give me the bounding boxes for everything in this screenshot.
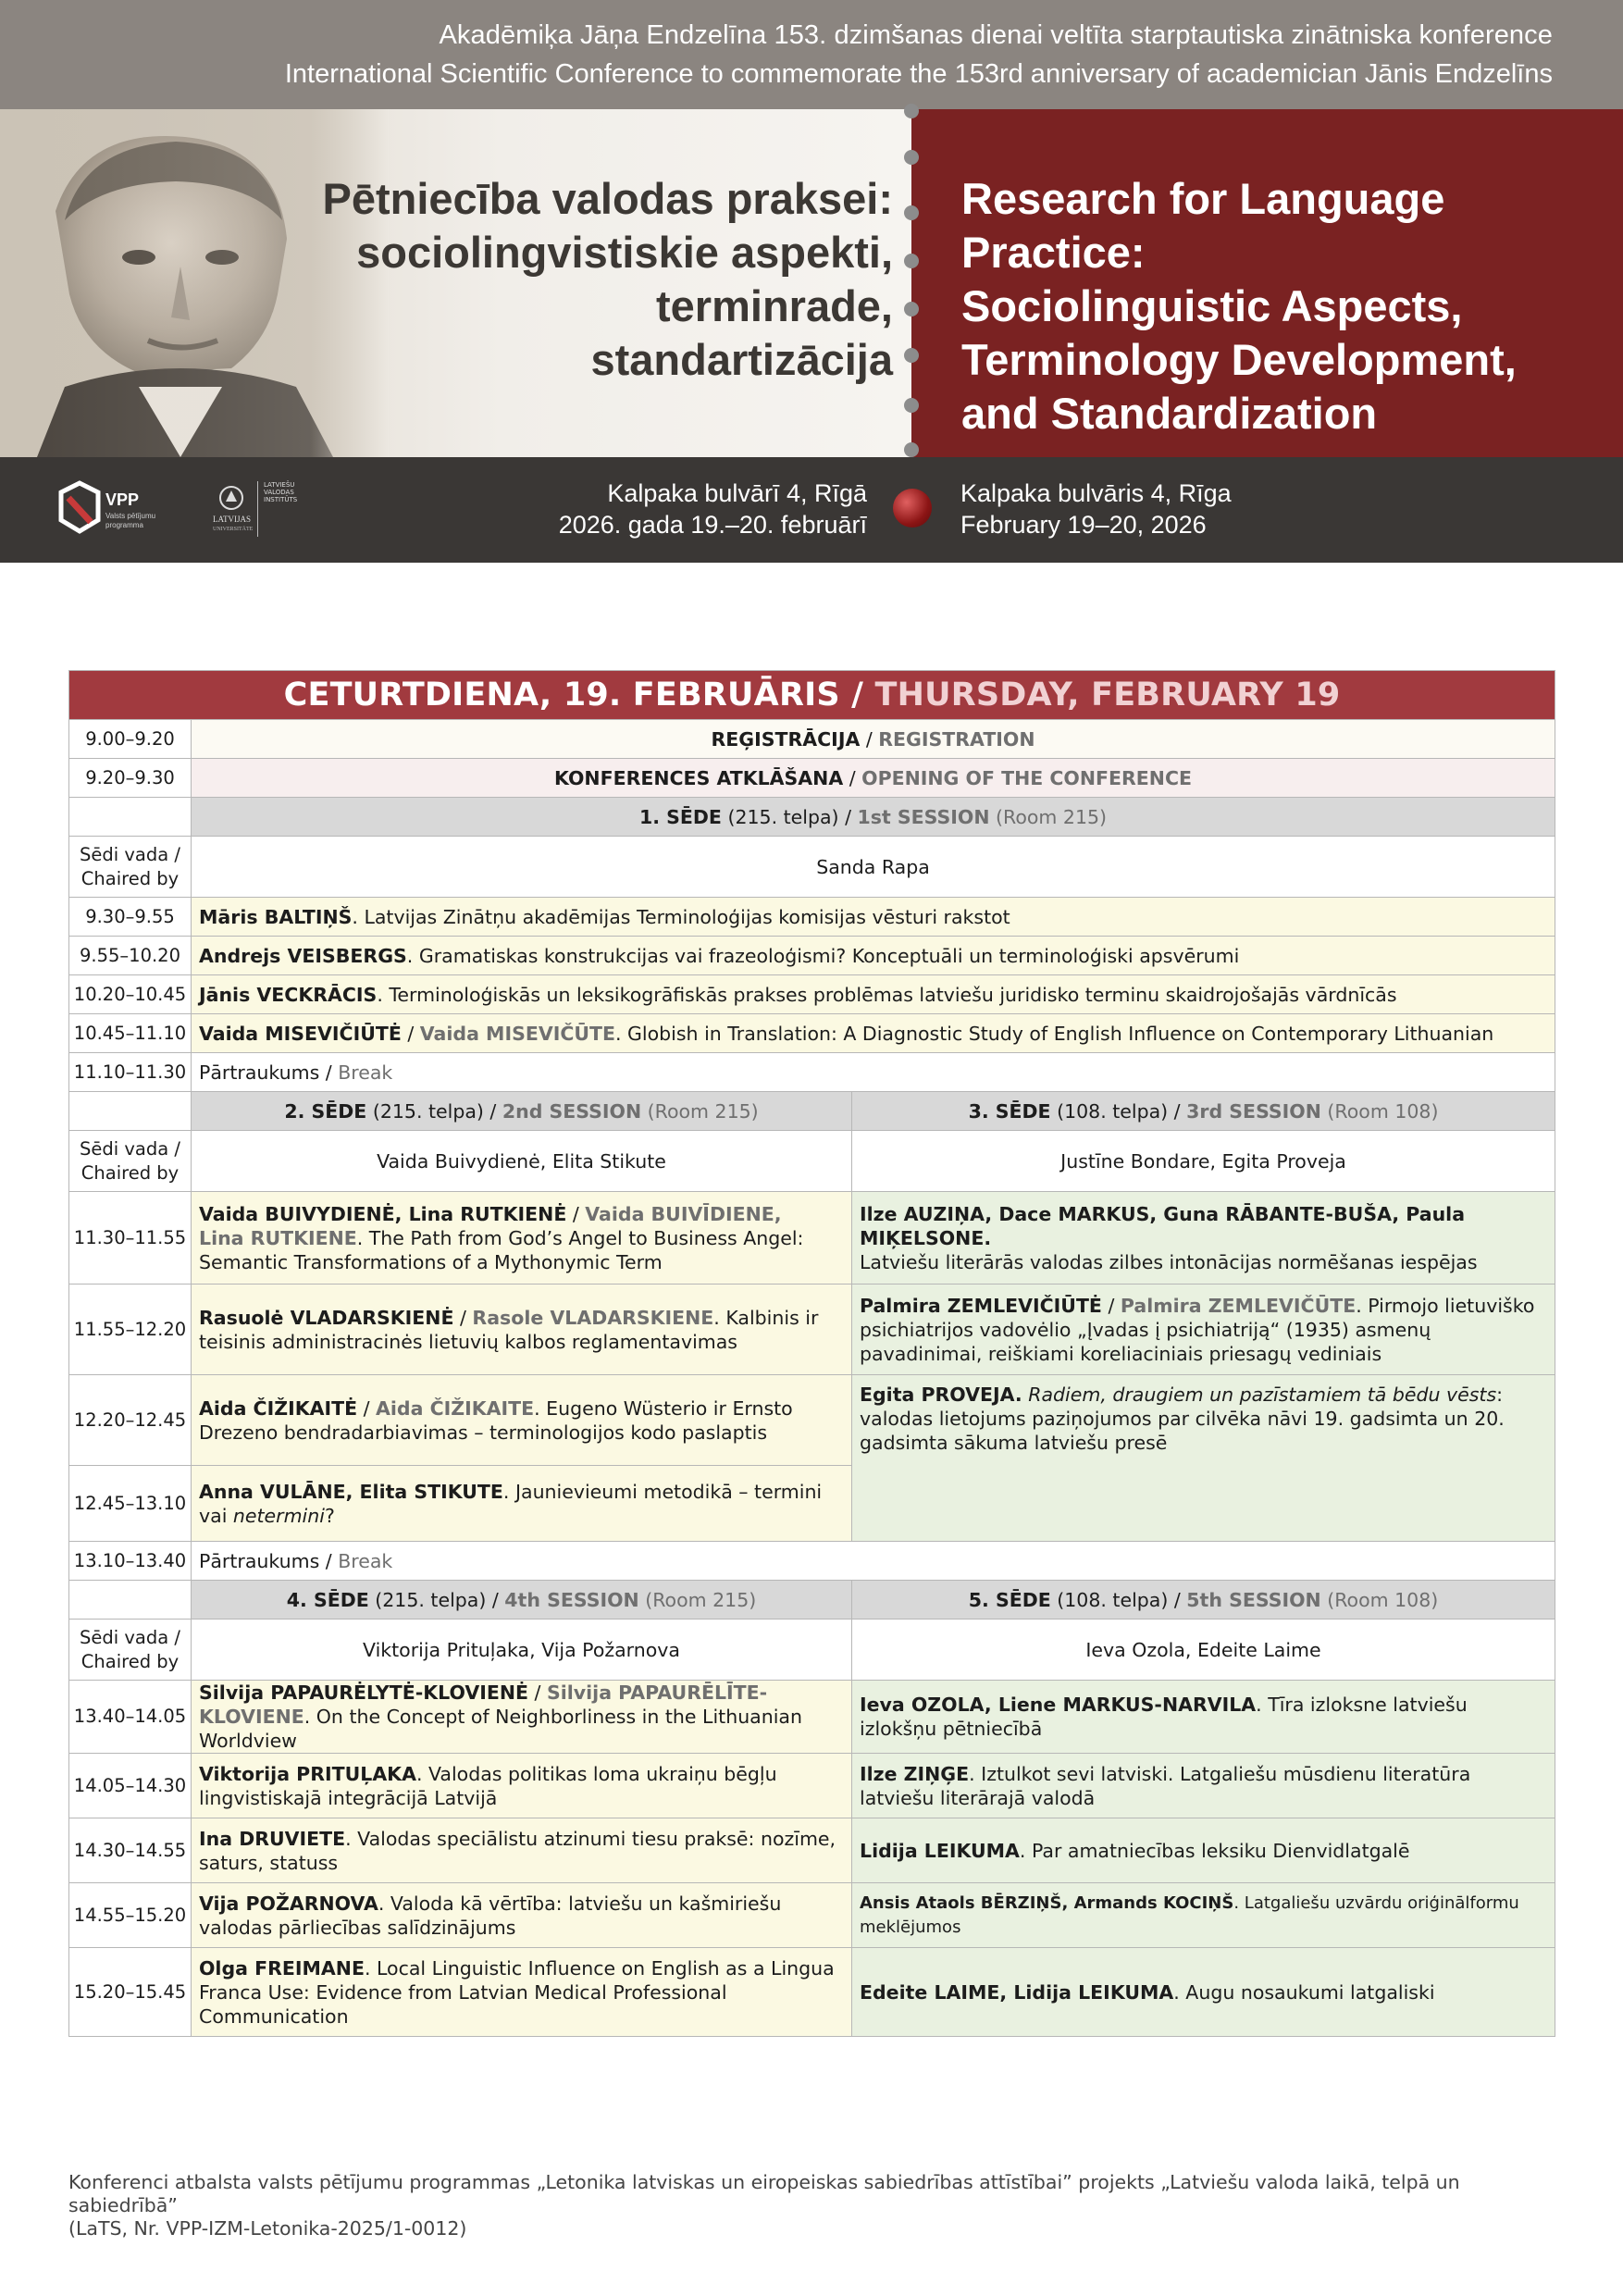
break-lv: Pārtraukums — [199, 1549, 320, 1572]
talk-cell — [192, 1948, 852, 2037]
talk-title: . Augu nosaukumi latgaliski — [1173, 1980, 1435, 2004]
talk-author-alt: Lina RUTKIENE — [199, 1226, 357, 1249]
talk-cell — [192, 1375, 852, 1466]
talk-title: . Latvijas Zinātņu akadēmijas Terminoloģijas komisijas vēsturi rakstot — [352, 905, 1010, 928]
footer-line: (LaTS, Nr. VPP-IZM-Letonika-2025/1-0012) — [68, 2217, 467, 2240]
session-room-lv: (215. telpa) — [372, 1099, 484, 1123]
talk-author-alt: Rasole VLADARSKIENE — [472, 1306, 714, 1329]
talk-cell — [852, 1754, 1555, 1818]
time-cell: 15.20–15.45 — [69, 1948, 192, 2037]
sep: / — [528, 1682, 547, 1704]
talk-title: . Jaunievieumi metodikā – termini vai — [199, 1480, 823, 1527]
break-cell — [192, 1542, 1555, 1581]
session5-header — [852, 1581, 1555, 1620]
talk-title: . Valoda kā vērtība: latviešu un kašmiriešu valodas pārliecības salīdzinājums — [199, 1892, 782, 1939]
talk-cell — [192, 1681, 852, 1754]
hero-left-panel — [0, 109, 911, 457]
talk-title: . Valodas speciālistu atzinumi tiesu praksē: nozīme, saturs, statuss — [199, 1827, 836, 1874]
venue-bar — [0, 457, 1623, 563]
time-cell: 12.45–13.10 — [69, 1466, 192, 1542]
talk-row — [69, 975, 1555, 1014]
opening-cell — [192, 759, 1555, 798]
talk-title: . Iztulkot sevi latviski. Latgaliešu mūsdienu literatūra latviešu literārajā valodā — [860, 1762, 1471, 1809]
chair-row — [69, 1131, 1555, 1192]
time-cell: 10.20–10.45 — [69, 975, 192, 1014]
talk-title: Latviešu literārās valodas zilbes intonācijas normēšanas iespējas — [860, 1250, 1478, 1273]
talk-author-alt: Vaida BUIVĪDIENE, — [585, 1202, 782, 1225]
talk-title: . Local Linguistic Influence on English as a Lingua Franca Use: Evidence from Latvian Medical Professional Communication — [199, 1956, 835, 2028]
chair-label-en: Chaired by — [81, 867, 180, 889]
talk-title-end: ? — [324, 1504, 335, 1527]
talk-cell — [852, 1285, 1555, 1375]
venue-address-en: Kalpaka bulvāris 4, Rīga — [960, 479, 1232, 507]
title-en-line: Research for Language Practice: — [961, 174, 1445, 277]
talk-cell — [852, 1192, 1555, 1285]
talk-author: Māris BALTIŅŠ — [199, 905, 353, 928]
talk-author: Vaida BUIVYDIENĖ, Lina RUTKIENĖ — [199, 1202, 567, 1225]
opening-row — [69, 759, 1555, 798]
session-en: 5th SESSION — [1186, 1588, 1321, 1611]
time-cell: 9.55–10.20 — [69, 937, 192, 975]
sep: / — [486, 1588, 505, 1611]
talk-cell — [192, 937, 1555, 975]
lu-logo-sub: UNIVERSITĀTE — [213, 527, 254, 532]
sep: / — [1168, 1588, 1187, 1611]
time-cell: 9.00–9.20 — [69, 720, 192, 759]
talk-author: Viktorija PRITUĻAKA — [199, 1762, 416, 1785]
day-header-row — [69, 671, 1555, 720]
sep: / — [319, 1549, 339, 1572]
break-en: Break — [338, 1061, 393, 1084]
session-en: 2nd SESSION — [502, 1099, 642, 1123]
opening-lv: KONFERENCES ATKLĀŠANA — [554, 766, 844, 789]
talk-cell — [852, 1948, 1555, 2037]
registration-cell — [192, 720, 1555, 759]
time-cell: 10.45–11.10 — [69, 1014, 192, 1053]
chair-label-lv: Sēdi vada / — [80, 1626, 180, 1648]
talk-cell — [192, 1285, 852, 1375]
venue-lv — [559, 478, 867, 540]
talk-author-alt: Silvija PAPAURĒLĪTE-KLOVIENE — [199, 1682, 768, 1728]
registration-row — [69, 720, 1555, 759]
talk-row — [69, 1285, 1555, 1375]
sep: / — [843, 766, 862, 789]
divider-dot — [904, 398, 919, 413]
talk-author: Egita PROVEJA. — [860, 1384, 1022, 1406]
session-room-en: (Room 215) — [645, 1588, 757, 1611]
session-en: 3rd SESSION — [1186, 1099, 1321, 1123]
chair-label-cell — [69, 837, 192, 898]
session-room-lv: (215. telpa) — [727, 805, 839, 828]
title-en-line: Terminology Development, — [961, 335, 1517, 384]
talk-title: . Globish in Translation: A Diagnostic Study of English Influence on Contemporary Lithuanian — [615, 1022, 1494, 1045]
chair-label-en: Chaired by — [81, 1161, 180, 1184]
talk-author: Rasuolė VLADARSKIENĖ — [199, 1306, 454, 1329]
conference-subtitle-lv: Akadēmiķa Jāņa Endzelīna 153. dzimšanas dienai veltīta starptautiska zinātniska konference — [439, 20, 1553, 50]
talk-author: Ansis Ataols BĒRZIŅŠ, Armands KOCIŅŠ — [860, 1893, 1234, 1913]
talk-author: Vaida MISEVIČIŪTĖ — [199, 1022, 402, 1045]
title-lv — [322, 172, 893, 387]
title-lv-line: terminrade, — [656, 281, 893, 330]
talk-author: Ina DRUVIETE — [199, 1827, 346, 1850]
lvi-logo-text: INSTITŪTS — [264, 496, 298, 503]
opening-en: OPENING OF THE CONFERENCE — [861, 766, 1192, 789]
chair-row — [69, 1620, 1555, 1681]
session-lv: 2. SĒDE — [284, 1099, 367, 1123]
session-en: 4th SESSION — [504, 1588, 639, 1611]
footer-note — [68, 2171, 1567, 2240]
chair-row — [69, 837, 1555, 898]
sep: / — [1101, 1294, 1121, 1317]
talk-row — [69, 898, 1555, 937]
talk-title: : valodas lietojums paziņojumos par cilvēka nāvi 19. gadsimta un 20. gadsimta sākuma latviešu presē — [860, 1384, 1505, 1454]
venue-date-en: February 19–20, 2026 — [960, 511, 1207, 539]
talk-author: Edeite LAIME, Lidija LEIKUMA — [860, 1980, 1174, 2004]
talk-author: Andrejs VEISBERGS — [199, 944, 407, 967]
sep: / — [1168, 1099, 1187, 1123]
chair-label-cell — [69, 1620, 192, 1681]
talk-author: Palmira ZEMLEVIČIŪTĖ — [860, 1294, 1102, 1317]
divider-dot — [904, 254, 919, 268]
time-cell: 11.30–11.55 — [69, 1192, 192, 1285]
registration-lv: REĢISTRĀCIJA — [711, 727, 861, 751]
talk-author: Ilze ZIŅĢE — [860, 1762, 970, 1785]
session-room-en: (Room 108) — [1327, 1588, 1439, 1611]
title-lv-line: sociolingvistiskie aspekti, — [356, 228, 893, 277]
chair-label-lv: Sēdi vada / — [80, 843, 180, 865]
talk-author: Vija POŽARNOVA — [199, 1892, 378, 1915]
session4-header — [192, 1581, 852, 1620]
hero-right-panel — [911, 109, 1623, 457]
talk-cell — [192, 1883, 852, 1948]
session-room-lv: (108. telpa) — [1057, 1099, 1169, 1123]
talk-author: Ilze AUZIŅA, Dace MARKUS, Guna RĀBANTE-BUŠA, Paula MIĶELSONE. — [860, 1202, 1466, 1249]
time-cell: 12.20–12.45 — [69, 1375, 192, 1466]
day-header — [69, 671, 1555, 720]
sep: / — [860, 727, 879, 751]
time-cell: 14.05–14.30 — [69, 1754, 192, 1818]
talk-title: . Kalbinis ir teisinis administracinės lietuvių kalbos reglamentavimas — [199, 1306, 819, 1353]
divider-dot — [904, 150, 919, 165]
time-cell: 9.30–9.55 — [69, 898, 192, 937]
empty-cell — [69, 798, 192, 837]
chair-label-en: Chaired by — [81, 1650, 180, 1672]
title-en — [961, 172, 1623, 441]
session-lv: 5. SĒDE — [968, 1588, 1051, 1611]
talk-title: . Terminoloģiskās un leksikogrāfiskās prakses problēmas latviešu juridisko terminu skaidrojošajās vārdnīcās — [377, 983, 1397, 1006]
session2-header — [192, 1092, 852, 1131]
schedule-table — [68, 670, 1555, 2037]
lvi-logo — [257, 481, 338, 537]
lu-logo-text: LATVIJAS — [213, 515, 252, 524]
time-cell: 14.55–15.20 — [69, 1883, 192, 1948]
time-cell: 9.20–9.30 — [69, 759, 192, 798]
session-room-en: (Room 215) — [996, 805, 1108, 828]
session3-chair: Justīne Bondare, Egita Proveja — [852, 1131, 1555, 1192]
talk-title: . The Path from God’s Angel to Business Angel: Semantic Transformations of a Mythonymic Term — [199, 1226, 804, 1273]
talk-row — [69, 1818, 1555, 1883]
talk-row — [69, 1883, 1555, 1948]
title-en-line: Sociolinguistic Aspects, — [961, 281, 1463, 330]
vpp-logo-text: VPP — [105, 490, 140, 509]
sep: / — [401, 1022, 420, 1045]
talk-title: . Pirmojo lietuviško psichiatrijos vadovėlio „Įvadas į psichiatriją“ (1935) asmenų pavadinimai, reiškiami koreliaciniais priesagų vediniais — [860, 1294, 1535, 1365]
session-header-row — [69, 1581, 1555, 1620]
talk-author: Jānis VECKRĀCIS — [199, 983, 378, 1006]
time-cell: 14.30–14.55 — [69, 1818, 192, 1883]
chair-label-lv: Sēdi vada / — [80, 1137, 180, 1160]
time-cell: 11.55–12.20 — [69, 1285, 192, 1375]
divider-dot — [904, 104, 919, 118]
title-lv-line: Pētniecība valodas praksei: — [322, 174, 893, 223]
talk-title-italic: Radiem, draugiem un pazīstamiem tā bēdu vēsts — [1028, 1384, 1497, 1406]
talk-cell — [192, 1818, 852, 1883]
session-room-lv: (215. telpa) — [375, 1588, 487, 1611]
talk-title: . Par amatniecības leksiku Dienvidlatgalē — [1019, 1839, 1410, 1862]
time-cell: 13.10–13.40 — [69, 1542, 192, 1581]
talk-row — [69, 1681, 1555, 1754]
time-cell: 13.40–14.05 — [69, 1681, 192, 1754]
talk-cell — [192, 1014, 1555, 1053]
sep: / — [319, 1061, 339, 1084]
vpp-logo-sub: Valsts pētījumu — [105, 512, 156, 520]
venue-en — [960, 478, 1232, 540]
talk-title: . Latgaliešu uzvārdu oriģinālformu meklējumos — [860, 1893, 1519, 1937]
talk-cell — [192, 1192, 852, 1285]
title-en-line: and Standardization — [961, 389, 1378, 438]
talk-cell — [852, 1883, 1555, 1948]
day-lv: CETURTDIENA, 19. FEBRUĀRIS — [283, 676, 840, 714]
talk-row — [69, 1014, 1555, 1053]
talk-author-alt: Aida ČIŽIKAITE — [376, 1396, 535, 1420]
talk-cell — [192, 1754, 852, 1818]
session-lv: 3. SĒDE — [968, 1099, 1051, 1123]
day-en: THURSDAY, FEBRUARY 19 — [874, 676, 1341, 714]
talk-title-italic: netermini — [232, 1504, 325, 1527]
talk-title: . Tīra izloksne latviešu izlokšņu pētniecībā — [860, 1694, 1468, 1740]
talk-author: Aida ČIŽIKAITĖ — [199, 1396, 358, 1420]
session1-header — [192, 798, 1555, 837]
sep: / — [357, 1396, 377, 1420]
talk-cell — [192, 1466, 852, 1542]
talk-cell — [192, 975, 1555, 1014]
talk-cell — [192, 898, 1555, 937]
title-lv-line: standartizācija — [590, 335, 893, 384]
talk-row — [69, 1754, 1555, 1818]
talk-cell — [852, 1681, 1555, 1754]
break-cell — [192, 1053, 1555, 1092]
session5-chair: Ieva Ozola, Edeite Laime — [852, 1620, 1555, 1681]
talk-author: Anna VULĀNE, Elita STIKUTE — [199, 1480, 503, 1503]
chair-label-cell — [69, 1131, 192, 1192]
talk-author: Silvija PAPAURĖLYTĖ-KLOVIENĖ — [199, 1682, 528, 1704]
sep: / — [453, 1306, 473, 1329]
day-sep: / — [839, 676, 875, 714]
top-banner — [0, 0, 1623, 109]
lvi-logo-text: LATVIEŠU — [264, 481, 295, 489]
time-cell: 11.10–11.30 — [69, 1053, 192, 1092]
talk-row — [69, 1192, 1555, 1285]
sep: / — [566, 1202, 586, 1225]
session-en: 1st SESSION — [857, 805, 990, 828]
session-header-row — [69, 1092, 1555, 1131]
venue-address-lv: Kalpaka bulvārī 4, Rīgā — [607, 479, 867, 507]
talk-cell — [852, 1818, 1555, 1883]
sep: / — [483, 1099, 502, 1123]
divider-dot — [904, 348, 919, 363]
talk-author-alt: Vaida MISEVIČŪTE — [419, 1022, 616, 1045]
talk-title: . Eugeno Wüsterio ir Ernsto Drezeno bendradarbiavimas – terminologijos kodo paslaptis — [199, 1396, 793, 1444]
talk-title: . Valodas politikas loma ukraiņu bēgļu lingvistiskajā integrācijā Latvijā — [199, 1762, 777, 1809]
footer-line: Konferenci atbalsta valsts pētījumu programmas „Letonika latviskas un eiropeiskas sabiedrības attīstībai” projekts „Latviešu valoda laikā, telpā un sabiedrībā” — [68, 2171, 1460, 2216]
session-lv: 1. SĒDE — [638, 805, 722, 828]
session3-header — [852, 1092, 1555, 1131]
empty-cell — [69, 1581, 192, 1620]
conference-subtitle-en: International Scientific Conference to commemorate the 153rd anniversary of academician Jānis Endzelīns — [284, 59, 1553, 89]
lvi-logo-text: VALODAS — [264, 489, 294, 496]
divider-dot — [904, 205, 919, 220]
divider-dot — [904, 302, 919, 316]
break-en: Break — [338, 1549, 393, 1572]
vpp-logo — [57, 479, 224, 539]
talk-author: Olga FREIMANE — [199, 1956, 365, 1980]
talk-row — [69, 1948, 1555, 2037]
registration-en: REGISTRATION — [878, 727, 1035, 751]
session1-chair: Sanda Rapa — [192, 837, 1555, 898]
talk-author: Ieva OZOLA, Liene MARKUS-NARVILA — [860, 1694, 1257, 1716]
session2-chair: Vaida Buivydienė, Elita Stikute — [192, 1131, 852, 1192]
break-row — [69, 1053, 1555, 1092]
session-lv: 4. SĒDE — [286, 1588, 369, 1611]
venue-date-lv: 2026. gada 19.–20. februārī — [558, 511, 867, 539]
empty-cell — [69, 1092, 192, 1131]
talk-title: . On the Concept of Neighborliness in the Lithuanian Worldview — [199, 1706, 802, 1752]
break-lv: Pārtraukums — [199, 1061, 320, 1084]
session-room-en: (Room 108) — [1327, 1099, 1439, 1123]
session-room-en: (Room 215) — [647, 1099, 759, 1123]
divider-dot — [904, 442, 919, 457]
vpp-logo-sub: programma — [105, 521, 143, 529]
red-ball-ornament — [893, 489, 932, 527]
talk-row — [69, 1375, 1555, 1466]
break-row — [69, 1542, 1555, 1581]
talk-author: Lidija LEIKUMA — [860, 1839, 1020, 1862]
talk-author-alt: Palmira ZEMLEVIČŪTE — [1120, 1294, 1357, 1317]
session-room-lv: (108. telpa) — [1057, 1588, 1169, 1611]
session-header-row — [69, 798, 1555, 837]
talk-title: . Gramatiskas konstrukcijas vai frazeoloģismi? Konceptuāli un terminoloģiski apsvērumi — [406, 944, 1240, 967]
session4-chair: Viktorija Prituļaka, Vija Požarnova — [192, 1620, 852, 1681]
sep: / — [838, 805, 858, 828]
talk-cell — [852, 1375, 1555, 1542]
talk-row — [69, 937, 1555, 975]
